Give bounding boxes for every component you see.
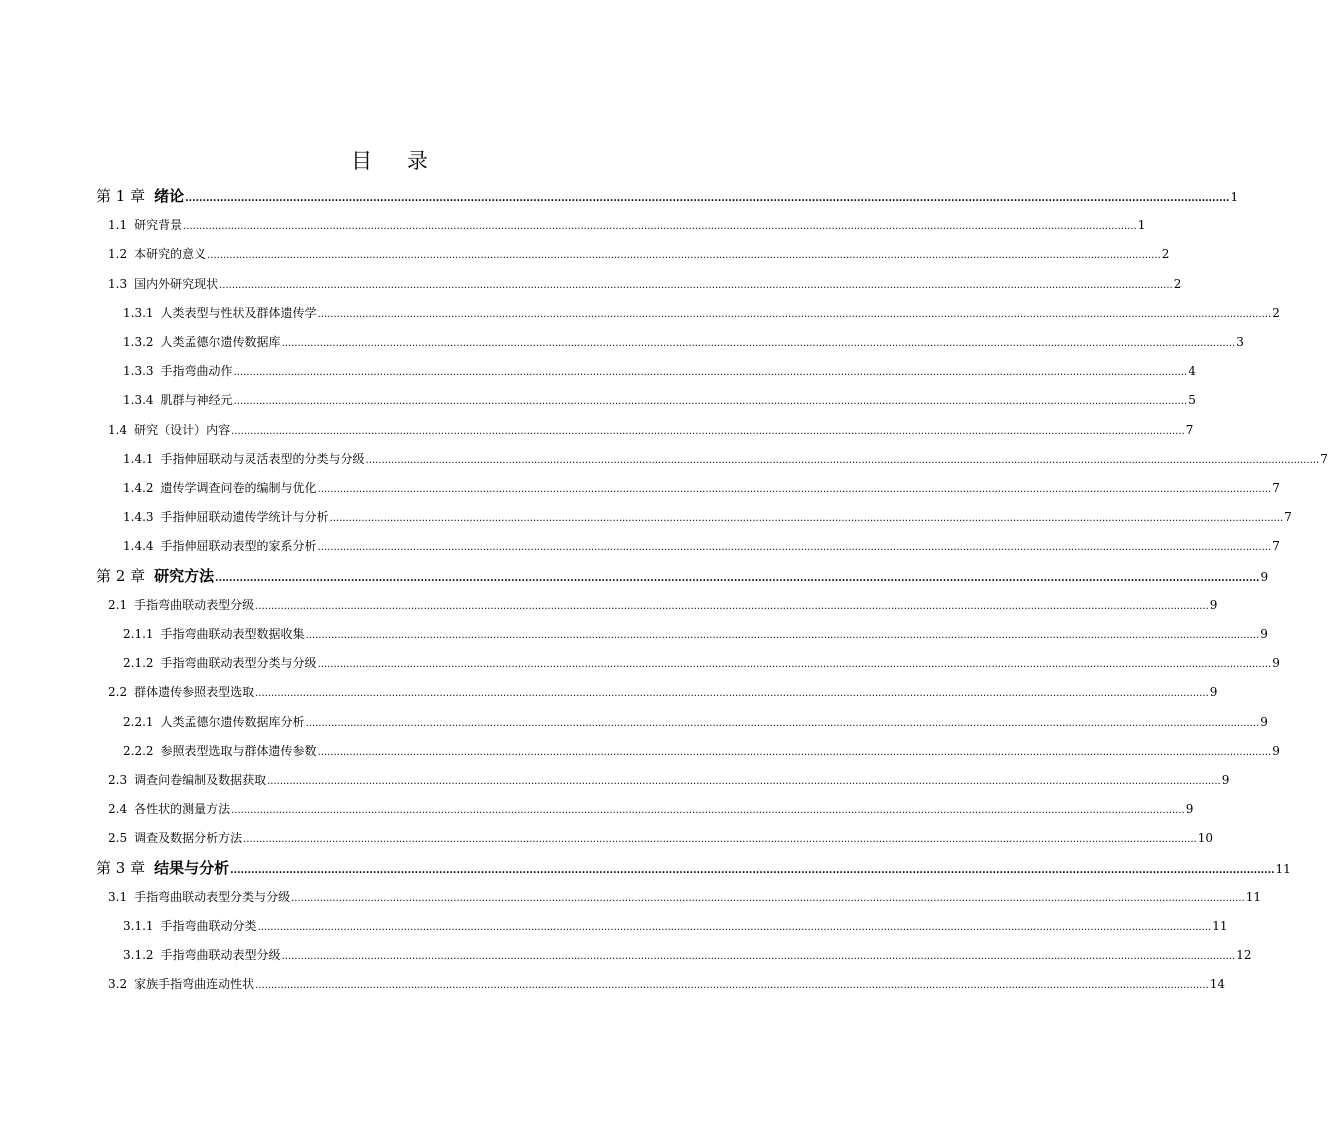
toc-leader-dots: ............................................................................................................................................................................................................................................................................................................ [255,688,1209,700]
toc-entry-title: 手指弯曲联动表型分级 [134,597,255,612]
toc-leader-dots: ............................................................................................................................................................................................................................................................................................................ [317,484,1272,495]
toc-entry-page: 9 [1272,656,1280,671]
toc-entry-number: 第 2 章 [96,566,146,585]
toc-entry[interactable] [108,420,1194,440]
toc-entry-number: 1.3.2 [123,335,154,349]
toc-entry-title: 国内外研究现状 [134,276,219,291]
toc-entry-page: 11 [1245,889,1262,904]
toc-entry-title: 研究（设计）内容 [134,422,231,437]
toc-entry-page: 3 [1236,335,1244,349]
toc-entry[interactable] [123,449,1328,469]
toc-entry-number: 1.1 [108,218,128,233]
toc-leader-dots: ............................................................................................................................................................................................................................................................................................................ [317,659,1272,671]
toc-entry-title: 手指弯曲联动表型分类与分级 [134,889,291,904]
toc-leader-dots: ............................................................................................................................................................................................................................................................................................................ [305,717,1260,729]
toc-entry-title: 遗传学调查问卷的编制与优化 [160,481,317,495]
toc-entry-number: 1.4.4 [123,539,154,554]
toc-entry[interactable] [123,741,1280,761]
toc-entry-number: 2.1.2 [123,656,154,671]
toc-entry-number: 1.2 [108,247,128,262]
toc-entry-page: 7 [1284,510,1292,525]
toc-entry[interactable] [96,858,1291,878]
toc-entry-page: 10 [1197,831,1214,846]
toc-entry-number: 3.1.2 [123,948,154,963]
toc-entry-title: 手指弯曲联动表型分类与分级 [160,656,317,671]
toc-entry-page: 9 [1260,714,1268,729]
toc-leader-dots: ............................................................................................................................................................................................................................................................................................................ [219,279,1173,291]
toc-entry-title: 绪论 [154,187,185,205]
toc-entry-title: 本研究的意义 [134,247,207,262]
toc-entry-page: 2 [1161,247,1170,262]
toc-entry[interactable] [108,244,1170,264]
toc-leader-dots: ............................................................................................................................................................................................................................................................................................................ [233,367,1188,379]
toc-entry-title: 调查问卷编制及数据获取 [134,773,267,787]
toc-entry[interactable] [123,624,1268,644]
toc-entry[interactable] [108,682,1218,702]
toc-entry[interactable] [108,595,1218,615]
toc-entry-title: 手指弯曲联动分类 [160,919,257,933]
toc-entry-title: 手指弯曲联动表型分级 [160,948,281,963]
toc-entry-number: 2.4 [108,802,128,817]
toc-entry-number: 2.2 [108,685,128,700]
toc-leader-dots: ............................................................................................................................................................................................................................................................................................................ [255,980,1209,992]
toc-entry-page: 2 [1272,305,1280,320]
toc-entry-title: 手指伸屈联动表型的家系分析 [160,539,317,554]
toc-entry-number: 第 1 章 [96,187,146,205]
toc-leader-dots: ............................................................................................................................................................................................................................................................................................................ [291,892,1245,904]
toc-entry-number: 1.4 [108,422,128,437]
toc-entry-page: 12 [1236,948,1252,963]
toc-entry-title: 调查及数据分析方法 [134,831,243,846]
toc-entry-number: 2.2.1 [123,714,154,729]
toc-entry[interactable] [108,799,1194,819]
toc-entry-title: 群体遗传参照表型选取 [134,685,255,700]
toc-entry-number: 2.1.1 [123,627,154,641]
toc-heading: 目 录 [351,149,442,173]
toc-leader-dots: ............................................................................................................................................................................................................................................................................................................ [215,572,1260,584]
toc-leader-dots: ............................................................................................................................................................................................................................................................................................................ [267,776,1221,787]
toc-leader-dots: ............................................................................................................................................................................................................................................................................................................ [255,600,1209,612]
toc-leader-dots: ............................................................................................................................................................................................................................................................................................................ [207,250,1161,262]
toc-entry[interactable] [123,332,1244,352]
toc-entry-page: 14 [1209,977,1226,992]
toc-entry[interactable] [123,390,1196,410]
toc-entry-title: 人类表型与性状及群体遗传学 [160,305,317,320]
toc-entry[interactable] [123,507,1292,527]
toc-entry-page: 7 [1185,422,1194,437]
toc-leader-dots: ............................................................................................................................................................................................................................................................................................................ [231,425,1185,437]
toc-entry-title: 手指伸屈联动与灵活表型的分类与分级 [160,451,365,466]
toc-entry-title: 各性状的测量方法 [134,802,231,817]
toc-entry[interactable] [96,566,1269,586]
toc-entry-number: 2.2.2 [123,743,154,758]
toc-entry[interactable] [123,303,1280,323]
toc-entry-title: 人类孟德尔遗传数据库 [160,335,281,349]
toc-entry-number: 第 3 章 [96,858,146,877]
toc-entry[interactable] [123,945,1252,965]
toc-entry-number: 1.4.1 [123,451,154,466]
toc-entry-title: 手指弯曲联动表型数据收集 [160,627,305,641]
toc-entry[interactable] [108,828,1214,848]
toc-entry-title: 手指弯曲动作 [160,364,233,379]
toc-entry-number: 1.3.4 [123,393,154,408]
toc-entry-title: 手指伸屈联动遗传学统计与分析 [160,510,329,525]
toc-leader-dots: ............................................................................................................................................................................................................................................................................................................ [230,864,1275,876]
toc-leader-dots: ............................................................................................................................................................................................................................................................................................................ [317,308,1272,320]
toc-entry[interactable] [108,215,1146,235]
toc-leader-dots: ............................................................................................................................................................................................................................................................................................................ [257,922,1212,933]
toc-entry-number: 1.3.3 [123,364,154,379]
toc-leader-dots: ............................................................................................................................................................................................................................................................................................................ [231,805,1185,817]
toc-entry[interactable] [123,361,1196,381]
toc-leader-dots: ............................................................................................................................................................................................................................................................................................................ [243,834,1197,846]
toc-leader-dots: ............................................................................................................................................................................................................................................................................................................ [329,513,1284,525]
toc-entry[interactable] [123,478,1280,498]
toc-entry-page: 9 [1185,802,1194,817]
toc-entry-page: 2 [1173,276,1182,291]
toc-entry[interactable] [123,536,1280,556]
toc-entry-page: 4 [1188,364,1196,379]
toc-entry[interactable] [123,916,1228,936]
toc-entry-page: 1 [1137,218,1146,233]
toc-entry-number: 3.1.1 [123,919,154,933]
toc-entry-page: 9 [1260,627,1268,641]
toc-entry-number: 3.2 [108,977,128,992]
toc-entry-number: 2.5 [108,831,128,846]
toc-leader-dots: ............................................................................................................................................................................................................................................................................................................ [317,746,1272,758]
toc-entry-page: 9 [1260,569,1269,584]
toc-entry-number: 1.3 [108,276,128,291]
toc-entry-number: 3.1 [108,889,128,904]
toc-entry-page: 11 [1212,919,1228,933]
toc-entry-title: 结果与分析 [154,858,230,877]
toc-leader-dots: ............................................................................................................................................................................................................................................................................................................ [185,193,1230,204]
toc-entry-page: 11 [1275,861,1291,876]
toc-entry-title: 研究方法 [154,566,215,585]
toc-leader-dots: ............................................................................................................................................................................................................................................................................................................ [305,630,1260,641]
toc-entry[interactable] [123,653,1280,673]
toc-entry[interactable] [96,186,1239,206]
toc-entry-page: 9 [1209,597,1218,612]
toc-entry-page: 5 [1188,393,1196,408]
toc-entry[interactable] [108,274,1182,294]
toc-leader-dots: ............................................................................................................................................................................................................................................................................................................ [233,396,1188,408]
toc-entry-page: 1 [1230,190,1239,204]
toc-leader-dots: ............................................................................................................................................................................................................................................................................................................ [281,338,1236,349]
toc-entry[interactable] [123,712,1268,732]
toc-entry-page: 7 [1272,481,1280,495]
toc-entry-title: 家族手指弯曲连动性状 [134,977,255,992]
toc-entry[interactable] [108,887,1262,907]
toc-entry[interactable] [108,974,1226,994]
toc-entry-page: 9 [1221,773,1230,787]
toc-leader-dots: ............................................................................................................................................................................................................................................................................................................ [281,951,1236,963]
toc-entry-page: 9 [1272,743,1280,758]
toc-leader-dots: ............................................................................................................................................................................................................................................................................................................ [317,542,1272,554]
toc-entry[interactable] [108,770,1230,790]
toc-leader-dots: ............................................................................................................................................................................................................................................................................................................ [365,454,1320,466]
toc-entry-title: 参照表型选取与群体遗传参数 [160,743,317,758]
toc-entry-page: 7 [1272,539,1280,554]
toc-entry-number: 2.3 [108,773,128,787]
toc-entry-title: 肌群与神经元 [160,393,233,408]
toc-entry-title: 人类孟德尔遗传数据库分析 [160,714,305,729]
toc-entry-number: 1.4.3 [123,510,154,525]
toc-entry-page: 7 [1320,451,1328,466]
toc-entry-page: 9 [1209,685,1218,700]
toc-entry-number: 1.3.1 [123,305,154,320]
toc-leader-dots: ............................................................................................................................................................................................................................................................................................................ [183,221,1137,233]
toc-entry-title: 研究背景 [134,218,183,233]
toc-entry-number: 2.1 [108,597,128,612]
toc-entry-number: 1.4.2 [123,481,154,495]
